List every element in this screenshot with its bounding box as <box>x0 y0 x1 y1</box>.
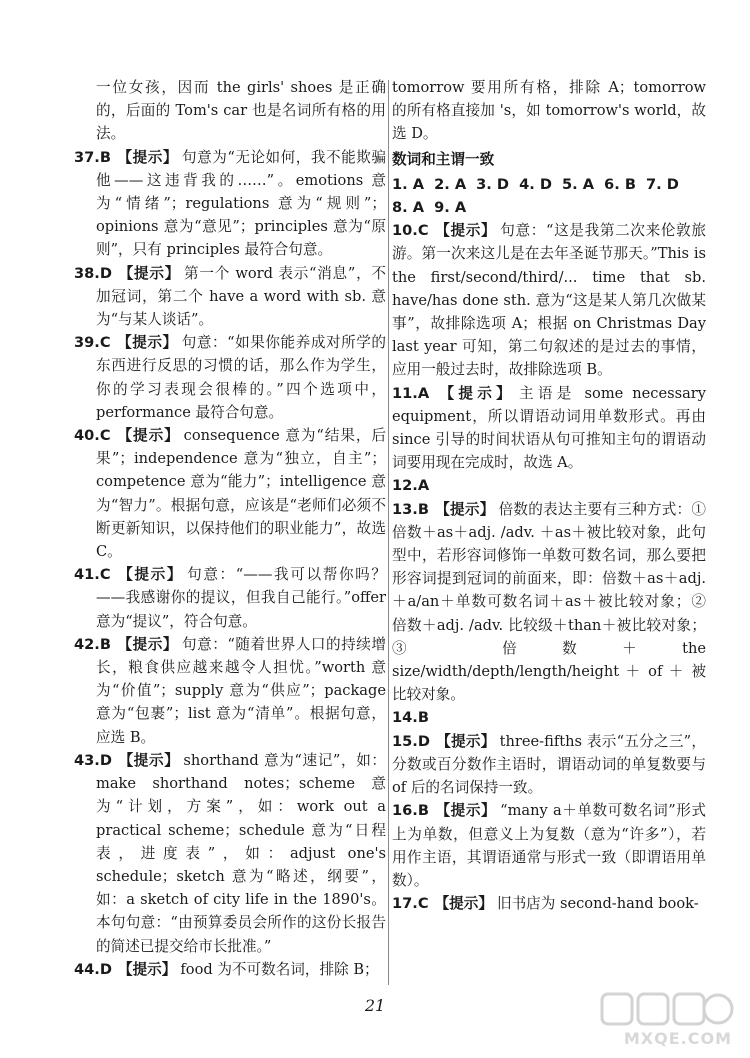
answer-item-37 <box>74 146 386 262</box>
answer-letter: A <box>417 477 430 495</box>
item-number: 12. <box>392 477 418 495</box>
hint-text: 第一个 word 表示“消息”，不加冠词，第二个 have a word with sb. 意为“与某人谈话”。 <box>96 264 386 329</box>
hint-tag: 【提示】 <box>434 802 497 820</box>
item-number: 44. <box>74 960 100 978</box>
answer-letter: B <box>417 500 429 518</box>
answer-item-41 <box>74 563 386 633</box>
hint-text: three-fifths 表示“五分之三”，分数或百分数作主语时，谓语动词的单复数要与 of 后的名词保持一致。 <box>392 732 706 797</box>
quick-answers-row-1 <box>392 173 706 196</box>
answer-item-43 <box>74 749 386 958</box>
answer-letter: C <box>99 427 111 445</box>
answer-item-17 <box>392 892 706 915</box>
answer-letter: C <box>99 566 111 584</box>
answer-item-39 <box>74 331 386 424</box>
hint-text: consequence 意为“结果，后果”；independence 意为“独立，自主”；competence 意为“能力”；intelligence 意为“智力”。根据句意，应该是“老师们必须不断更新知识，以保持他们的职业能力”，故选 C。 <box>96 427 386 561</box>
column-divider <box>388 80 389 985</box>
hint-text: 旧书店为 second-hand book- <box>496 895 699 913</box>
hint-tag: 【提示】 <box>117 264 181 282</box>
answer-letter: D <box>417 732 430 750</box>
item-number: 10. <box>392 222 418 240</box>
hint-tag: 【提示】 <box>116 148 178 166</box>
answer-letter: C <box>417 222 429 240</box>
answer-item-10 <box>392 219 706 381</box>
quick-answer: 1. A <box>392 175 425 193</box>
item-number: 16. <box>392 802 418 820</box>
hint-text: 句意：“随着世界人口的持续增长，粮食供应越来越令人担忧。”worth 意为“价值”；supply 意为“供应”；package 意为“包裹”；list 意为“清单”。根据句意，应选 B。 <box>96 635 386 746</box>
answer-item-44 <box>74 958 386 981</box>
hint-tag: 【提示】 <box>434 500 495 518</box>
item-number: 40. <box>74 427 100 445</box>
watermark-seal-icon <box>596 990 736 1030</box>
answer-letter: B <box>99 148 111 166</box>
hint-tag: 【提示】 <box>117 960 177 978</box>
answer-letter: C <box>99 334 111 352</box>
answer-item-13 <box>392 498 706 707</box>
quick-answer: 3. D <box>476 175 510 193</box>
hint-tag: 【提示】 <box>116 334 178 352</box>
answer-item-42 <box>74 633 386 749</box>
hint-text: 句意：“如果你能养成对所学的东西进行反思的习惯的话，那么作为学生，你的学习表现会很棒的。”四个选项中，performance 最符合句意。 <box>96 334 386 421</box>
hint-text: 句意：“这是我第二次来伦敦旅游。第一次来这儿是在去年圣诞节那天。”This is the first/second/third/... time that sb. have/has done sth. 意为“这是某人第几次做某事”，故排除选项 A；根据 on Christmas Day last year 可知，第二句叙述的是过去的事情，应用一般过去时，故排除选项 B。 <box>392 222 706 379</box>
answer-letter: D <box>99 751 112 769</box>
hint-tag: 【提示】 <box>117 751 180 769</box>
answer-item-16 <box>392 799 706 892</box>
item-number: 42. <box>74 635 100 653</box>
answer-letter: A <box>417 384 430 402</box>
hint-tag: 【提示】 <box>435 384 515 402</box>
answer-item-15 <box>392 730 706 800</box>
quick-answer: 8. A <box>392 199 425 217</box>
answer-letter: D <box>99 960 112 978</box>
answer-item-12 <box>392 474 706 497</box>
hint-text: “many a＋单数可数名词”形式上为单数，但意义上为复数（意为“许多”），若用作主语，其谓语通常与形式一致（即谓语用单数）。 <box>392 802 706 889</box>
watermark-logo <box>596 990 736 1050</box>
section-title: 数词和主谓一致 <box>392 150 495 168</box>
answer-letter: D <box>99 264 112 282</box>
answer-letter: B <box>417 802 429 820</box>
quick-answer: 2. A <box>434 175 467 193</box>
item-number: 11. <box>392 384 418 402</box>
watermark-text: MXQE.COM <box>623 1029 732 1048</box>
hint-tag: 【提示】 <box>434 222 497 240</box>
hint-tag: 【提示】 <box>116 635 178 653</box>
page-number: 21 <box>364 996 386 1015</box>
hint-tag: 【提示】 <box>116 427 180 445</box>
item-number: 37. <box>74 148 100 166</box>
hint-text: 主语是 some necessary equipment，所以谓语动词用单数形式。再由 since 引导的时间状语从句可推知主句的谓语动词要用现在完成时，故选 A。 <box>392 384 706 472</box>
item-number: 38. <box>74 264 100 282</box>
hint-tag: 【提示】 <box>434 895 493 913</box>
item-number: 39. <box>74 334 100 352</box>
answer-item-11 <box>392 382 706 475</box>
hint-text: shorthand 意为“速记”，如：make shorthand notes；scheme 意为“计划，方案”，如：work out a practical scheme；schedule 意为“日程表，进度表”，如：adjust one's schedule；sketch 意为“略述，纲要”，如：a sketch of city life in the 1890's。本句句意：“由预算委员会所作的这份长报告的简述已提交给市长批准。” <box>96 751 386 955</box>
hint-text: 句意：“——我可以帮你吗？——我感谢你的提议，但我自己能行。”offer 意为“提议”，符合句意。 <box>96 566 386 630</box>
quick-answer: 9. A <box>434 199 467 217</box>
answer-item-14 <box>392 706 706 729</box>
item-number: 14. <box>392 709 418 727</box>
hint-text: 倍数的表达主要有三种方式：① 倍数＋as＋adj. /adv. ＋as＋被比较对象，此句型中，若形容词修饰一单数可数名词，那么要把形容词提到冠词的前面来，即：倍数＋as＋adj. ＋a/an＋单数可数名词＋as＋被比较对象；② 倍数＋adj. /adv. 比较级＋than＋被比较对象；③ 倍数＋the size/width/depth/length/height ＋ of ＋ 被比较对象。 <box>392 500 706 704</box>
hint-text: food 为不可数名词，排除 B； <box>180 960 379 978</box>
answer-item-40 <box>74 424 386 563</box>
item-number: 15. <box>392 732 418 750</box>
quick-answer: 7. D <box>645 175 679 193</box>
hint-tag: 【提示】 <box>116 566 184 584</box>
item-number: 43. <box>74 751 100 769</box>
answer-letter: B <box>417 709 429 727</box>
right-column <box>392 76 706 915</box>
right-intro-text: tomorrow 要用所有格，排除 A；tomorrow 的所有格直接加 's，如 tomorrow's world，故选 D。 <box>392 79 706 143</box>
hint-text: 句意为“无论如何，我不能欺骗他——这违背我的……”。emotions 意为“情绪”；regulations 意为“规则”；opinions 意为“意见”；principles 意为“原则”，只有 principles 最符合句意。 <box>96 148 386 259</box>
item-number: 17. <box>392 895 418 913</box>
item-number: 13. <box>392 500 418 518</box>
item-number: 41. <box>74 566 100 584</box>
left-intro-text: 一位女孩，因而 the girls' shoes 是正确的，后面的 Tom's car 也是名词所有格的用法。 <box>96 79 386 143</box>
quick-answer: 4. D <box>519 175 552 193</box>
quick-answer: 5. A <box>561 175 595 193</box>
hint-tag: 【提示】 <box>435 732 496 750</box>
quick-answer: 6. B <box>604 175 636 193</box>
answer-letter: B <box>99 635 111 653</box>
answer-letter: C <box>417 895 429 913</box>
answer-item-38 <box>74 262 386 332</box>
left-column <box>74 76 386 981</box>
quick-answers-row-2 <box>392 196 706 219</box>
